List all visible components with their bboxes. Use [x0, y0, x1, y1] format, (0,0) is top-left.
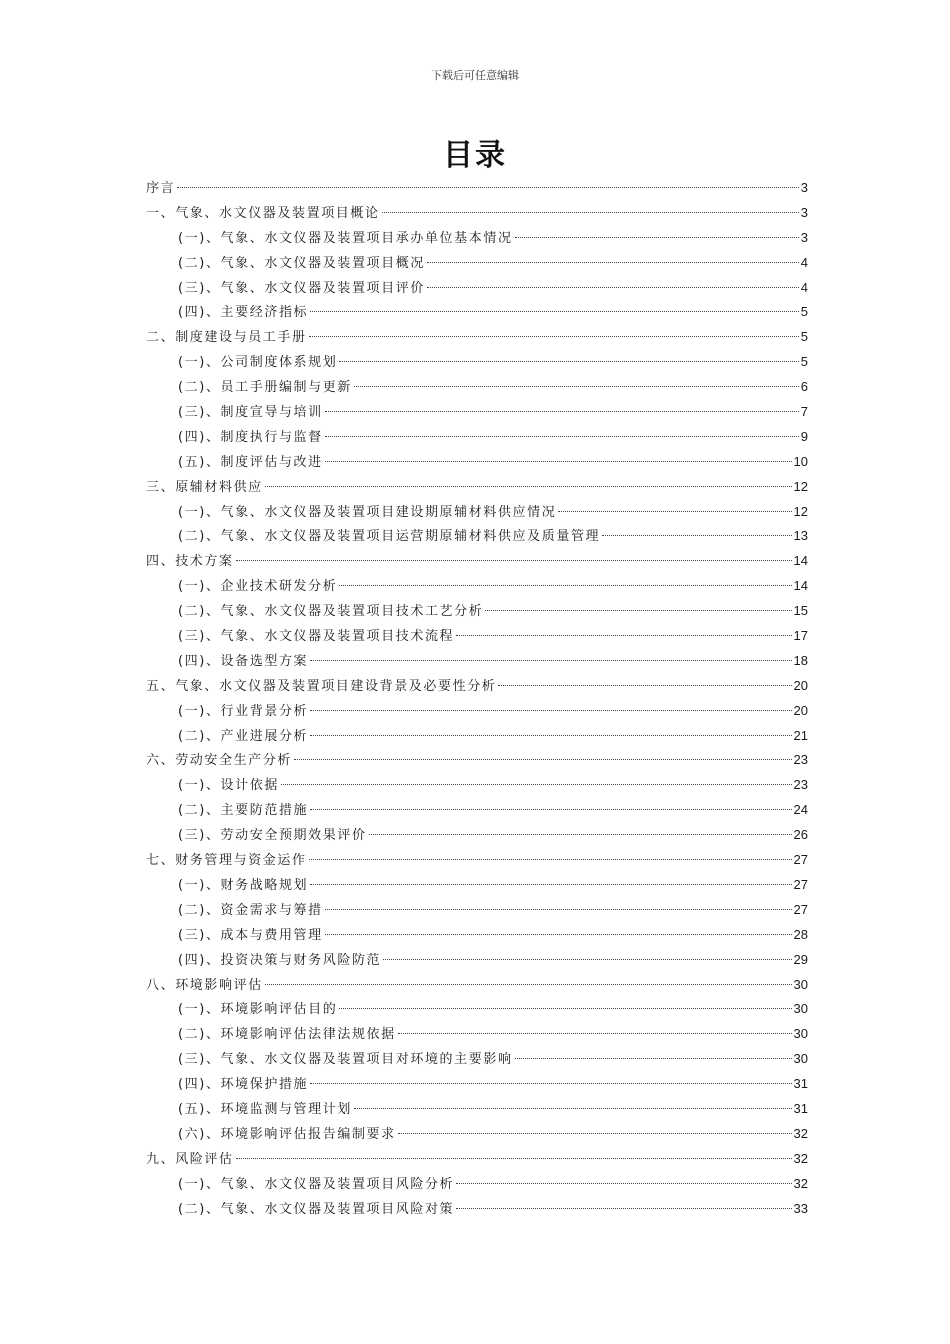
toc-entry[interactable]: [146, 425, 808, 450]
toc-entry[interactable]: [146, 973, 808, 998]
toc-entry-page-number: 30: [793, 1051, 808, 1067]
toc-dot-leader: [294, 759, 792, 760]
toc-entry-label: 八、环境影响评估: [146, 977, 263, 993]
toc-entry-page-number: 5: [800, 354, 808, 370]
toc-entry-page-number: 3: [800, 204, 808, 220]
toc-dot-leader: [427, 262, 799, 263]
toc-entry-label: 九、风险评估: [146, 1151, 234, 1167]
toc-entry[interactable]: [146, 400, 808, 425]
toc-entry[interactable]: [146, 674, 808, 699]
page-title: 目录: [443, 138, 507, 173]
toc-entry[interactable]: [146, 475, 808, 500]
toc-dot-leader: [558, 511, 791, 512]
toc-entry-page-number: 23: [793, 777, 808, 793]
toc-entry-label: (一)、气象、水文仪器及装置项目承办单位基本情况: [178, 230, 513, 246]
toc-entry-label: (二)、气象、水文仪器及装置项目风险对策: [178, 1201, 455, 1217]
toc-entry-page-number: 14: [793, 553, 808, 569]
toc-entry-label: (五)、环境监测与管理计划: [178, 1101, 352, 1117]
toc-entry-label: (一)、公司制度体系规划: [178, 355, 338, 371]
toc-entry-label: (一)、企业技术研发分析: [178, 579, 338, 595]
toc-entry[interactable]: [146, 226, 808, 251]
toc-dot-leader: [339, 1008, 791, 1009]
toc-dot-leader: [325, 436, 799, 437]
toc-entry[interactable]: [146, 823, 808, 848]
toc-entry-label: (二)、产业进展分析: [178, 728, 309, 744]
toc-dot-leader: [310, 311, 799, 312]
toc-entry-label: 六、劳动安全生产分析: [146, 753, 293, 769]
toc-entry-label: (一)、气象、水文仪器及装置项目风险分析: [178, 1176, 455, 1192]
toc-entry[interactable]: [146, 1197, 808, 1222]
toc-entry-label: 二、制度建设与员工手册: [146, 330, 307, 346]
toc-entry-page-number: 4: [800, 279, 808, 295]
toc-entry[interactable]: [146, 724, 808, 749]
toc-entry-page-number: 30: [793, 1026, 808, 1042]
toc-entry[interactable]: [146, 549, 808, 574]
toc-entry[interactable]: [146, 624, 808, 649]
toc-entry-page-number: 13: [793, 528, 808, 544]
toc-entry[interactable]: [146, 1097, 808, 1122]
toc-entry[interactable]: [146, 375, 808, 400]
toc-entry-page-number: 27: [793, 852, 808, 868]
toc-entry-page-number: 33: [793, 1200, 808, 1216]
toc-entry[interactable]: [146, 350, 808, 375]
toc-dot-leader: [498, 685, 791, 686]
toc-entry[interactable]: [146, 524, 808, 549]
toc-entry-label: 四、技术方案: [146, 554, 234, 570]
toc-entry-page-number: 15: [793, 603, 808, 619]
toc-dot-leader: [310, 710, 791, 711]
toc-dot-leader: [515, 237, 799, 238]
toc-entry-label: (二)、员工手册编制与更新: [178, 380, 352, 396]
toc-entry-page-number: 31: [793, 1100, 808, 1116]
toc-entry[interactable]: [146, 1047, 808, 1072]
toc-dot-leader: [354, 1108, 792, 1109]
toc-entry[interactable]: [146, 923, 808, 948]
toc-dot-leader: [398, 1033, 792, 1034]
toc-dot-leader: [515, 1058, 792, 1059]
toc-dot-leader: [339, 585, 791, 586]
toc-entry-label: 七、财务管理与资金运作: [146, 853, 307, 869]
toc-dot-leader: [310, 735, 791, 736]
toc-dot-leader: [325, 909, 792, 910]
toc-entry-page-number: 21: [793, 727, 808, 743]
toc-entry[interactable]: [146, 997, 808, 1022]
toc-entry-page-number: 3: [800, 229, 808, 245]
toc-entry[interactable]: [146, 649, 808, 674]
toc-dot-leader: [456, 635, 791, 636]
toc-entry-label: (三)、气象、水文仪器及装置项目对环境的主要影响: [178, 1052, 513, 1068]
toc-entry-page-number: 31: [793, 1076, 808, 1092]
toc-entry-page-number: 7: [800, 404, 808, 420]
toc-dot-leader: [382, 212, 799, 213]
toc-dot-leader: [309, 859, 792, 860]
toc-entry-label: (二)、气象、水文仪器及装置项目概况: [178, 255, 425, 271]
toc-entry-label: (三)、气象、水文仪器及装置项目技术流程: [178, 629, 455, 645]
toc-entry-page-number: 5: [800, 329, 808, 345]
toc-entry-page-number: 29: [793, 951, 808, 967]
toc-dot-leader: [339, 361, 798, 362]
toc-entry[interactable]: [146, 176, 808, 201]
toc-entry-label: (二)、环境影响评估法律法规依据: [178, 1027, 396, 1043]
toc-dot-leader: [236, 560, 792, 561]
toc-dot-leader: [383, 959, 791, 960]
toc-entry-page-number: 27: [793, 876, 808, 892]
toc-entry-label: 一、气象、水文仪器及装置项目概论: [146, 205, 380, 221]
toc-dot-leader: [309, 336, 799, 337]
toc-dot-leader: [456, 1183, 791, 1184]
toc-entry-label: (四)、投资决策与财务风险防范: [178, 952, 382, 968]
toc-entry[interactable]: [146, 1147, 808, 1172]
toc-entry-label: (二)、气象、水文仪器及装置项目技术工艺分析: [178, 604, 484, 620]
toc-dot-leader: [427, 287, 799, 288]
toc-entry-page-number: 32: [793, 1125, 808, 1141]
toc-entry[interactable]: [146, 873, 808, 898]
toc-entry-page-number: 6: [800, 379, 808, 395]
toc-entry[interactable]: [146, 300, 808, 325]
toc-entry[interactable]: [146, 201, 808, 226]
toc-dot-leader: [354, 386, 799, 387]
toc-entry-label: (一)、气象、水文仪器及装置项目建设期原辅材料供应情况: [178, 504, 557, 520]
toc-entry-label: (五)、制度评估与改进: [178, 454, 323, 470]
toc-entry-label: (一)、环境影响评估目的: [178, 1002, 338, 1018]
toc-entry[interactable]: [146, 848, 808, 873]
toc-entry-label: (三)、制度宣导与培训: [178, 405, 323, 421]
toc-entry[interactable]: [146, 599, 808, 624]
toc-entry[interactable]: [146, 276, 808, 301]
toc-entry-page-number: 20: [793, 677, 808, 693]
toc-dot-leader: [369, 834, 792, 835]
toc-dot-leader: [325, 461, 792, 462]
toc-entry-page-number: 32: [793, 1175, 808, 1191]
toc-dot-leader: [325, 934, 792, 935]
toc-dot-leader: [265, 984, 792, 985]
toc-entry-page-number: 27: [793, 901, 808, 917]
toc-entry-page-number: 17: [793, 628, 808, 644]
toc-entry-label: 三、原辅材料供应: [146, 479, 263, 495]
toc-entry-label: (六)、环境影响评估报告编制要求: [178, 1126, 396, 1142]
toc-entry-page-number: 12: [793, 503, 808, 519]
toc-entry-page-number: 32: [793, 1150, 808, 1166]
toc-entry[interactable]: [146, 1072, 808, 1097]
toc-entry-label: (二)、主要防范措施: [178, 803, 309, 819]
toc-entry-page-number: 20: [793, 702, 808, 718]
toc-entry[interactable]: [146, 450, 808, 475]
toc-dot-leader: [485, 610, 791, 611]
toc-entry-page-number: 9: [800, 428, 808, 444]
toc-entry-page-number: 28: [793, 926, 808, 942]
toc-entry-label: (一)、行业背景分析: [178, 703, 309, 719]
toc-entry-label: (四)、制度执行与监督: [178, 429, 323, 445]
toc-entry[interactable]: [146, 500, 808, 525]
toc-dot-leader: [310, 809, 791, 810]
toc-entry[interactable]: [146, 574, 808, 599]
toc-entry-label: (三)、劳动安全预期效果评价: [178, 828, 367, 844]
toc-entry-page-number: 3: [800, 180, 808, 195]
toc-entry-label: (一)、设计依据: [178, 778, 279, 794]
toc-dot-leader: [281, 784, 792, 785]
toc-entry[interactable]: [146, 898, 808, 923]
toc-entry-label: (四)、环境保护措施: [178, 1077, 309, 1093]
toc-entry[interactable]: [146, 748, 808, 773]
toc-entry[interactable]: [146, 251, 808, 276]
toc-entry-page-number: 30: [793, 976, 808, 992]
toc-entry[interactable]: [146, 1172, 808, 1197]
toc-entry-label: (二)、气象、水文仪器及装置项目运营期原辅材料供应及质量管理: [178, 529, 601, 545]
toc-dot-leader: [310, 884, 791, 885]
table-of-contents: [146, 176, 808, 1221]
toc-dot-leader: [177, 187, 799, 188]
header-note: 下载后可任意编辑: [431, 69, 519, 82]
toc-entry-page-number: 26: [793, 827, 808, 843]
toc-dot-leader: [310, 660, 791, 661]
toc-dot-leader: [602, 535, 791, 536]
toc-dot-leader: [310, 1083, 791, 1084]
toc-entry-label: 序言: [146, 181, 176, 196]
toc-entry-page-number: 30: [793, 1001, 808, 1017]
toc-dot-leader: [236, 1158, 792, 1159]
toc-entry-page-number: 10: [793, 453, 808, 469]
toc-entry-page-number: 5: [800, 304, 808, 320]
toc-entry-page-number: 12: [793, 478, 808, 494]
toc-entry[interactable]: [146, 1022, 808, 1047]
toc-entry-page-number: 14: [793, 578, 808, 594]
toc-entry-label: (二)、资金需求与筹措: [178, 902, 323, 918]
toc-entry-label: (三)、成本与费用管理: [178, 927, 323, 943]
toc-entry[interactable]: [146, 325, 808, 350]
toc-entry[interactable]: [146, 699, 808, 724]
toc-entry[interactable]: [146, 1122, 808, 1147]
toc-entry-label: (四)、主要经济指标: [178, 305, 309, 321]
toc-entry-page-number: 24: [793, 802, 808, 818]
toc-entry-page-number: 4: [800, 254, 808, 270]
toc-entry[interactable]: [146, 773, 808, 798]
toc-dot-leader: [398, 1133, 792, 1134]
toc-entry-label: (一)、财务战略规划: [178, 877, 309, 893]
toc-entry[interactable]: [146, 948, 808, 973]
toc-entry-label: 五、气象、水文仪器及装置项目建设背景及必要性分析: [146, 678, 497, 694]
toc-entry[interactable]: [146, 798, 808, 823]
toc-dot-leader: [456, 1208, 791, 1209]
toc-dot-leader: [325, 411, 799, 412]
toc-entry-page-number: 23: [793, 752, 808, 768]
toc-entry-label: (三)、气象、水文仪器及装置项目评价: [178, 280, 425, 296]
toc-dot-leader: [265, 486, 792, 487]
toc-entry-label: (四)、设备选型方案: [178, 653, 309, 669]
toc-entry-page-number: 18: [793, 652, 808, 668]
